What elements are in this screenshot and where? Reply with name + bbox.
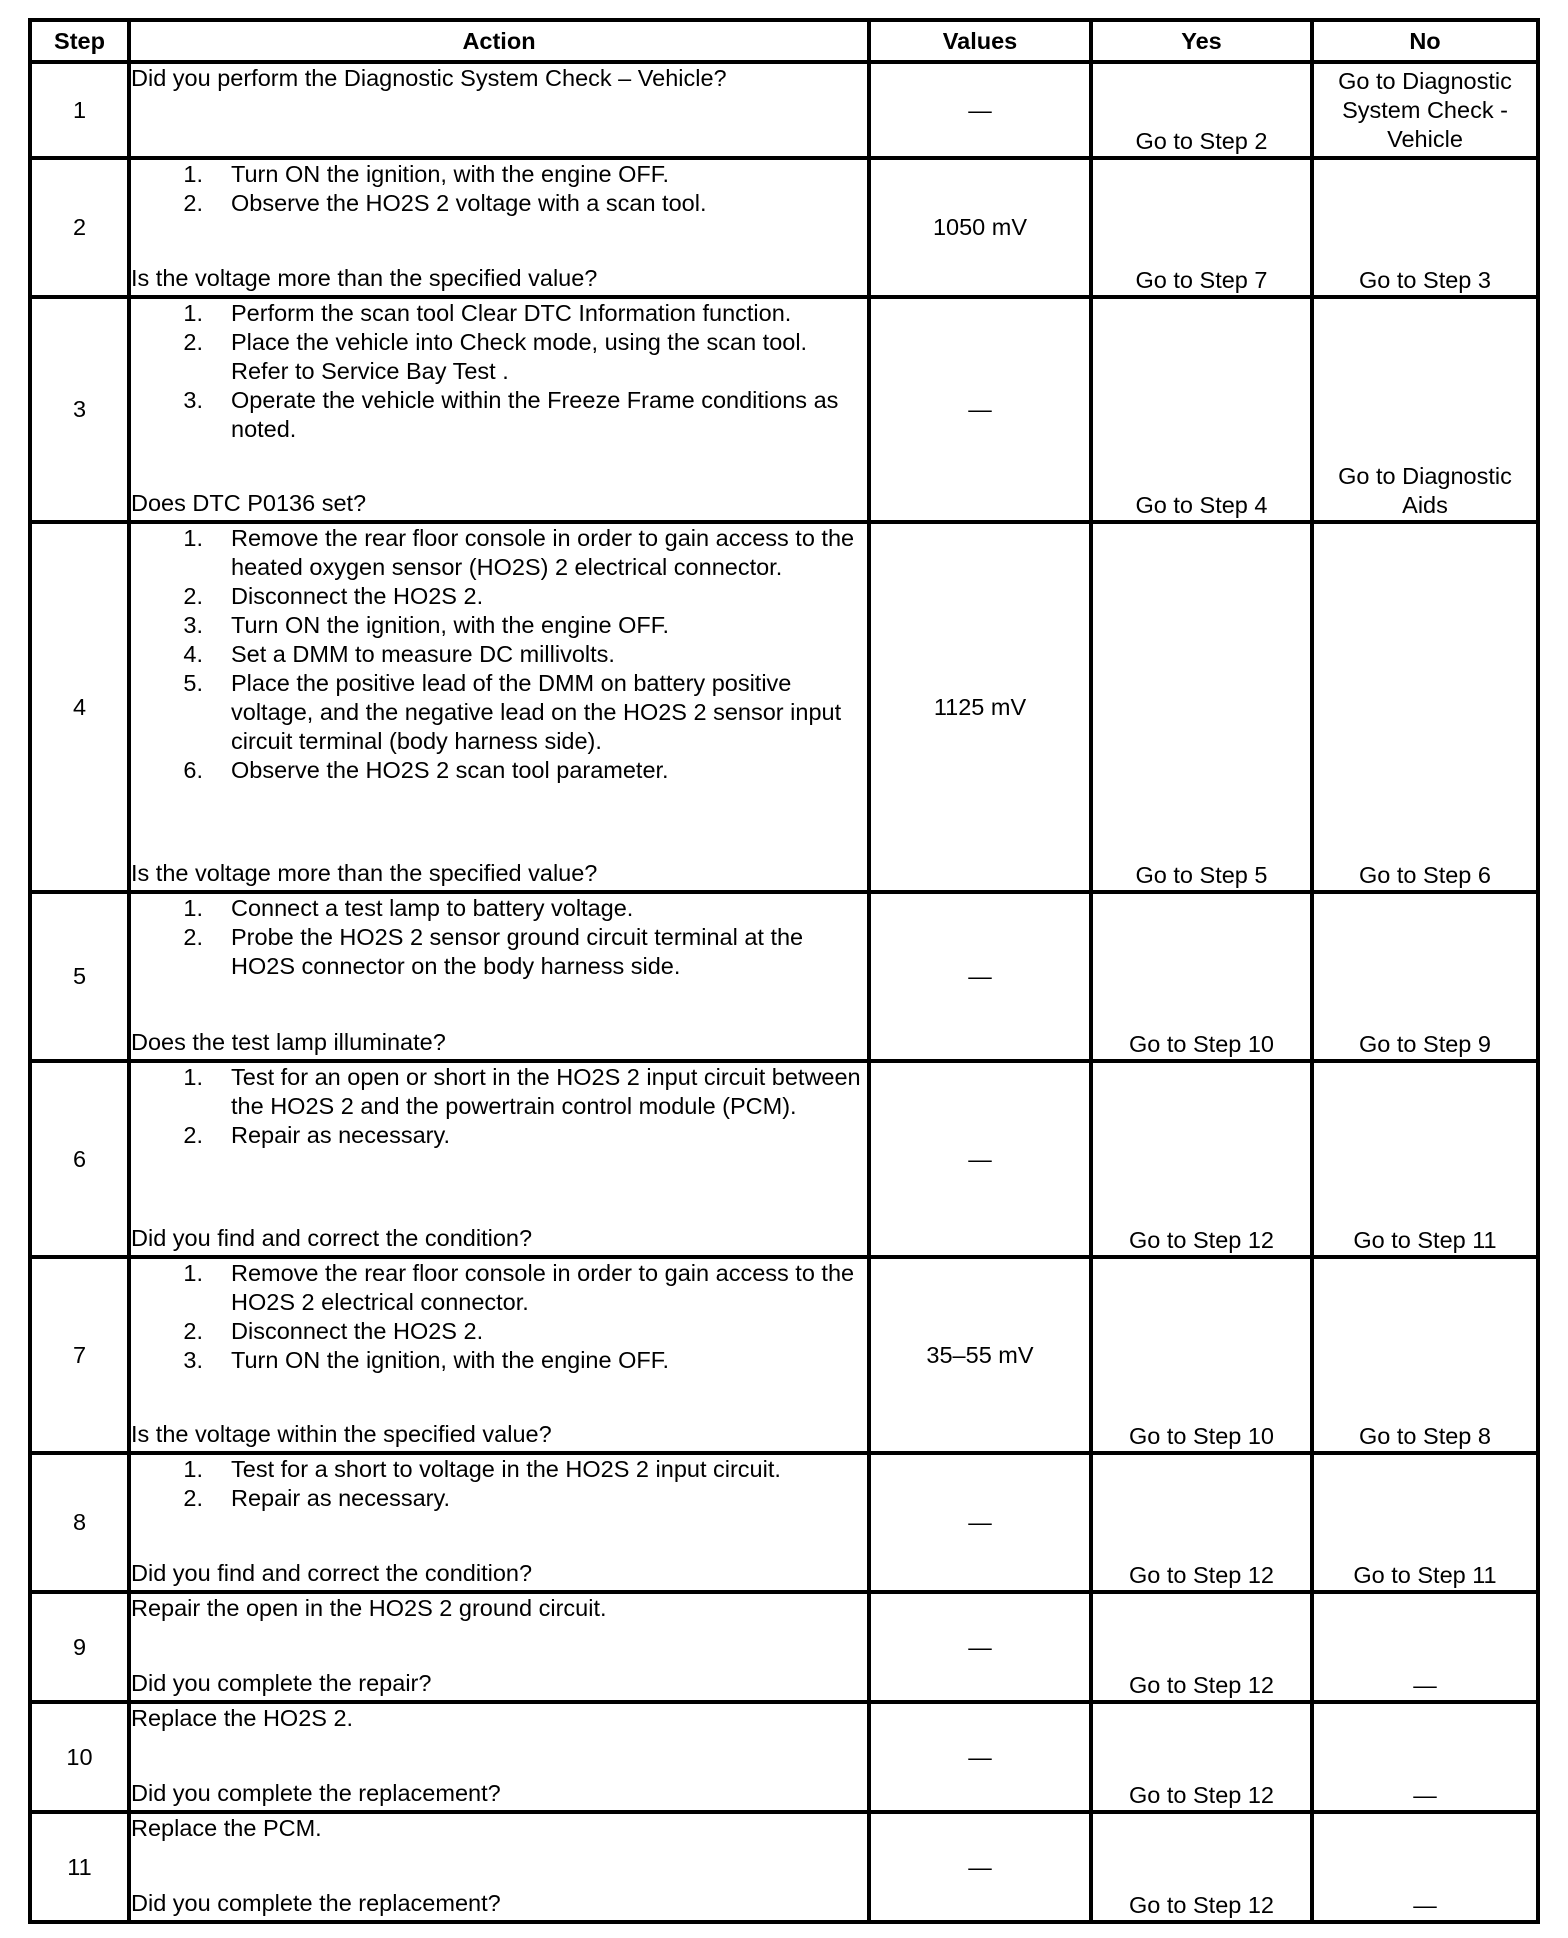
action-cell [129, 1257, 869, 1453]
header-no: No [1312, 20, 1538, 62]
list-item-number: 1. [183, 161, 203, 187]
table-row [30, 1812, 1538, 1922]
list-item [131, 1063, 867, 1121]
step-number: 3 [30, 297, 129, 522]
list-item-number: 3. [183, 387, 203, 413]
diagnostic-table [28, 18, 1540, 1924]
action-question: Does DTC P0136 set? [131, 490, 367, 516]
step-number: 7 [30, 1257, 129, 1453]
step-number: 11 [30, 1812, 129, 1922]
list-item-number: 1. [183, 895, 203, 921]
action-question: Is the voltage more than the specified value? [131, 265, 598, 291]
table-row [30, 158, 1538, 297]
list-item-number: 2. [183, 190, 203, 216]
table-row [30, 1257, 1538, 1453]
list-item-number: 6. [183, 757, 203, 783]
yes-cell: Go to Step 12 [1091, 1453, 1312, 1592]
table-row [30, 1453, 1538, 1592]
value-cell: 1125 mV [869, 522, 1091, 892]
list-item-text: Turn ON the ignition, with the engine OFF. [231, 1347, 670, 1373]
table-row [30, 892, 1538, 1061]
action-text: Replace the PCM. [131, 1815, 322, 1841]
yes-cell: Go to Step 7 [1091, 158, 1312, 297]
list-item-text: Observe the HO2S 2 voltage with a scan tool. [231, 190, 707, 216]
action-question: Did you complete the replacement? [131, 1780, 501, 1806]
yes-cell: Go to Step 4 [1091, 297, 1312, 522]
action-steps [131, 299, 867, 444]
list-item-number: 2. [183, 329, 203, 355]
value-cell: — [869, 1592, 1091, 1702]
action-cell [129, 297, 869, 522]
list-item [131, 1121, 867, 1150]
list-item [131, 756, 867, 785]
action-question: Did you find and correct the condition? [131, 1560, 533, 1586]
list-item [131, 582, 867, 611]
list-item-number: 2. [183, 1318, 203, 1344]
list-item-number: 1. [183, 1260, 203, 1286]
list-item-number: 3. [183, 1347, 203, 1373]
table-row [30, 297, 1538, 522]
no-cell: Go to Step 11 [1312, 1061, 1538, 1257]
list-item-text: Repair as necessary. [231, 1122, 450, 1148]
no-cell: Go to Step 9 [1312, 892, 1538, 1061]
no-cell: Go to Step 6 [1312, 522, 1538, 892]
list-item-text: Observe the HO2S 2 scan tool parameter. [231, 757, 669, 783]
no-cell: Go to Diagnostic System Check - Vehicle [1312, 62, 1538, 158]
action-cell [129, 158, 869, 297]
list-item [131, 1259, 867, 1317]
action-steps [131, 1455, 867, 1513]
list-item-text: Operate the vehicle within the Freeze Frame conditions as noted. [231, 387, 839, 442]
list-item-text: Remove the rear floor console in order to gain access to the HO2S 2 electrical connector. [231, 1260, 855, 1315]
list-item [131, 299, 867, 328]
list-item [131, 328, 867, 386]
list-item-text: Remove the rear floor console in order to gain access to the heated oxygen sensor (HO2S) 2 electrical connector. [231, 525, 855, 580]
action-text: Repair the open in the HO2S 2 ground circuit. [131, 1595, 607, 1621]
list-item-text: Turn ON the ignition, with the engine OFF. [231, 612, 670, 638]
list-item-text: Disconnect the HO2S 2. [231, 583, 484, 609]
list-item-number: 2. [183, 1485, 203, 1511]
list-item [131, 1484, 867, 1513]
yes-cell: Go to Step 5 [1091, 522, 1312, 892]
value-cell: — [869, 1453, 1091, 1592]
table-row [30, 62, 1538, 158]
no-cell: — [1312, 1592, 1538, 1702]
step-number: 2 [30, 158, 129, 297]
step-number: 5 [30, 892, 129, 1061]
yes-cell: Go to Step 12 [1091, 1592, 1312, 1702]
no-cell: — [1312, 1812, 1538, 1922]
yes-cell: Go to Step 12 [1091, 1702, 1312, 1812]
list-item-text: Test for a short to voltage in the HO2S 2 input circuit. [231, 1456, 781, 1482]
no-cell: — [1312, 1702, 1538, 1812]
list-item [131, 524, 867, 582]
list-item-text: Connect a test lamp to battery voltage. [231, 895, 634, 921]
no-cell: Go to Step 3 [1312, 158, 1538, 297]
yes-cell: Go to Step 10 [1091, 1257, 1312, 1453]
step-number: 9 [30, 1592, 129, 1702]
action-steps [131, 160, 867, 218]
list-item-text: Perform the scan tool Clear DTC Information function. [231, 300, 792, 326]
list-item [131, 894, 867, 923]
action-steps [131, 894, 867, 981]
action-question: Did you complete the replacement? [131, 1890, 501, 1916]
list-item-text: Test for an open or short in the HO2S 2 input circuit between the HO2S 2 and the powertrain control module (PCM). [231, 1064, 861, 1119]
list-item-text: Place the positive lead of the DMM on battery positive voltage, and the negative lead on the HO2S 2 sensor input circuit terminal (body harness side). [231, 670, 842, 754]
list-item [131, 611, 867, 640]
list-item-text: Repair as necessary. [231, 1485, 450, 1511]
step-number: 1 [30, 62, 129, 158]
table-row [30, 1061, 1538, 1257]
list-item-number: 1. [183, 300, 203, 326]
list-item-number: 2. [183, 583, 203, 609]
action-question: Does the test lamp illuminate? [131, 1029, 446, 1055]
list-item [131, 1455, 867, 1484]
action-cell [129, 1702, 869, 1812]
list-item-number: 4. [183, 641, 203, 667]
yes-cell: Go to Step 2 [1091, 62, 1312, 158]
list-item-number: 2. [183, 1122, 203, 1148]
step-number: 10 [30, 1702, 129, 1812]
action-cell [129, 892, 869, 1061]
list-item-text: Disconnect the HO2S 2. [231, 1318, 484, 1344]
list-item [131, 386, 867, 444]
action-question: Did you complete the repair? [131, 1670, 432, 1696]
action-question: Is the voltage more than the specified value? [131, 860, 598, 886]
no-cell: Go to Diagnostic Aids [1312, 297, 1538, 522]
value-cell: — [869, 892, 1091, 1061]
list-item [131, 1317, 867, 1346]
list-item [131, 1346, 867, 1375]
no-cell: Go to Step 8 [1312, 1257, 1538, 1453]
list-item-number: 3. [183, 612, 203, 638]
value-cell: — [869, 297, 1091, 522]
table-row [30, 1592, 1538, 1702]
action-steps [131, 1259, 867, 1375]
list-item-number: 5. [183, 670, 203, 696]
list-item-number: 1. [183, 1456, 203, 1482]
header-yes: Yes [1091, 20, 1312, 62]
list-item [131, 160, 867, 189]
action-question: Did you find and correct the condition? [131, 1225, 533, 1251]
yes-cell: Go to Step 12 [1091, 1061, 1312, 1257]
list-item-number: 2. [183, 924, 203, 950]
list-item-text: Place the vehicle into Check mode, using the scan tool. Refer to Service Bay Test . [231, 329, 808, 384]
table-row [30, 522, 1538, 892]
list-item-text: Probe the HO2S 2 sensor ground circuit terminal at the HO2S connector on the body harness side. [231, 924, 804, 979]
step-number: 4 [30, 522, 129, 892]
header-step: Step [30, 20, 129, 62]
value-cell: 1050 mV [869, 158, 1091, 297]
value-cell: — [869, 1812, 1091, 1922]
no-cell: Go to Step 11 [1312, 1453, 1538, 1592]
action-cell [129, 62, 869, 158]
list-item [131, 923, 867, 981]
header-row [30, 20, 1538, 62]
step-number: 8 [30, 1453, 129, 1592]
header-values: Values [869, 20, 1091, 62]
value-cell: — [869, 62, 1091, 158]
yes-cell: Go to Step 10 [1091, 892, 1312, 1061]
action-text: Did you perform the Diagnostic System Check – Vehicle? [131, 65, 727, 91]
list-item-text: Set a DMM to measure DC millivolts. [231, 641, 615, 667]
step-number: 6 [30, 1061, 129, 1257]
action-cell [129, 522, 869, 892]
action-cell [129, 1592, 869, 1702]
action-steps [131, 1063, 867, 1150]
action-cell [129, 1453, 869, 1592]
action-cell [129, 1061, 869, 1257]
list-item-number: 1. [183, 525, 203, 551]
action-question: Is the voltage within the specified value? [131, 1421, 552, 1447]
action-text: Replace the HO2S 2. [131, 1705, 354, 1731]
table-row [30, 1702, 1538, 1812]
value-cell: 35–55 mV [869, 1257, 1091, 1453]
list-item [131, 640, 867, 669]
list-item [131, 189, 867, 218]
action-steps [131, 524, 867, 785]
value-cell: — [869, 1702, 1091, 1812]
yes-cell: Go to Step 12 [1091, 1812, 1312, 1922]
action-cell [129, 1812, 869, 1922]
header-action: Action [129, 20, 869, 62]
list-item-number: 1. [183, 1064, 203, 1090]
list-item [131, 669, 867, 756]
list-item-text: Turn ON the ignition, with the engine OFF. [231, 161, 670, 187]
value-cell: — [869, 1061, 1091, 1257]
